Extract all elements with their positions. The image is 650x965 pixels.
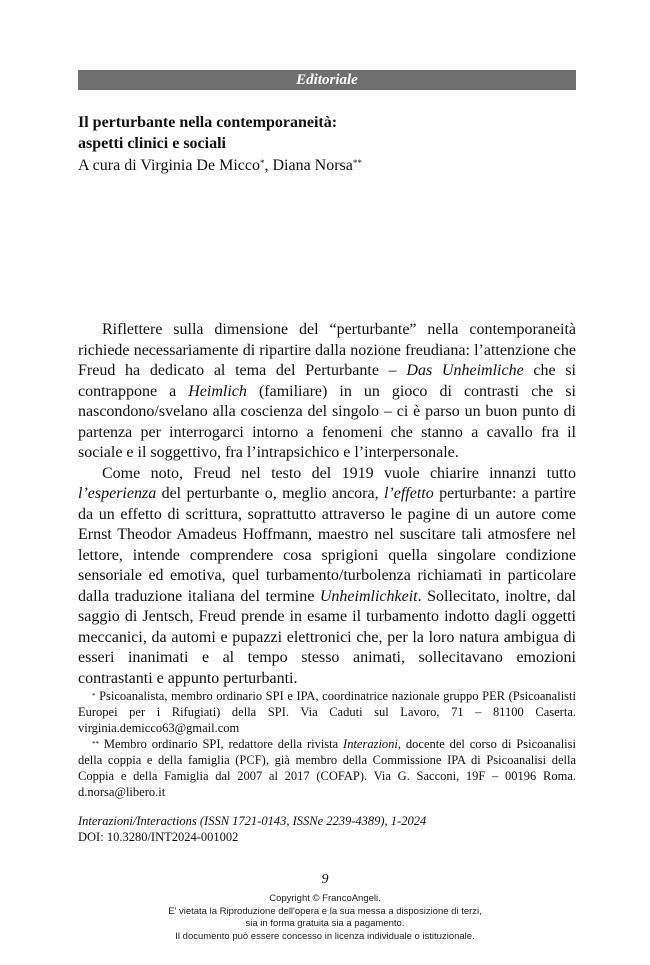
section-banner (78, 70, 576, 90)
footnote-marker: * (92, 692, 96, 700)
title-line-1: Il perturbante nella contemporaneità: (78, 114, 338, 131)
footnote-italic: Interazioni (343, 737, 398, 751)
copyright-line-1: Copyright © FrancoAngeli. (269, 893, 381, 904)
footnotes (78, 688, 576, 800)
page-number: 9 (321, 872, 329, 887)
doi: DOI: 10.3280/INT2024-001002 (78, 830, 239, 844)
text-run: (familiare) in un gioco di contrasti che si nascondono/svelano alla coscienza del singolo – ci è parso un buon punto di partenza per interrogarci intorno a fenomeni che stanno a cavallo fra il sociale e il soggettivo, fra l’intrapsichico e l’interpersonale. (78, 382, 576, 461)
title-line-2: aspetti clinici e sociali (78, 135, 226, 152)
italic-run: Unheimlichkeit (319, 587, 418, 605)
section-label: Editoriale (296, 72, 358, 88)
text-run: . Sollecitato, inoltre, dal saggio di Jentsch, Freud prende in esame il turbamento indotto dagli oggetti meccanici, da automi e pupazzi elettronici che, per la loro natura ambigua di esseri inanimati e al tempo stesso animati, sollecitavano emozioni contrastanti e appunto perturbanti. (78, 587, 576, 687)
journal-info (78, 813, 576, 845)
footnote-2 (78, 736, 576, 800)
copyright-notice (0, 893, 650, 943)
italic-run: Das Unheimliche (406, 362, 524, 379)
footnote-text: Psicoanalista, membro ordinario SPI e IPA, coordinatrice nazionale gruppo PER (Psicoanalisti Europei per i Rifugiati) della SPI. Via Caduti sul Lavoro, 71 – 81100 Caserta. virginia.demicco63@gmail.com (78, 689, 576, 735)
footnote-text: , docente del corso di Psicoanalisi della coppia e della famiglia (PCF), già membro della Commissione IPA di Psicoanalisi della Coppia e della Famiglia dal 2007 al 2017 (COFAP). Via G. Sacconi, 19F – 00196 Roma. d.norsa@libero.it (78, 737, 576, 799)
text-run: Riflettere sulla dimensione del “perturbante” nella contemporaneità richiede necessariamente di ripartire dalla nozione freudiana: l’attenzione che Freud ha dedicato al tema del Perturbante – (78, 321, 576, 379)
body-paragraph-2 (78, 464, 576, 690)
copyright-line-3: sia in forma gratuita sia a pagamento. (245, 918, 405, 929)
text-run: Come noto, Freud nel testo del 1919 vuole chiarire innanzi tutto (102, 464, 576, 482)
footnote-mark-2: ** (352, 158, 362, 168)
authors-prefix: A cura di Virginia De Micco (78, 157, 260, 174)
text-run: del perturbante o, meglio ancora, (156, 485, 384, 502)
italic-run: l’effetto (383, 485, 434, 502)
copyright-line-2: E' vietata la Riproduzione dell'opera e la sua messa a disposizione di terzi, (168, 905, 482, 917)
text-run: perturbante: a partire da un effetto di scrittura, soprattutto attraverso le pagine di un autore come Ernst Theodor Amadeus Hoffmann, maestro nel suscitare tali atmosfere nel lettore, intende comprendere cosa sprigioni quella singolare condizione sensoriale ed emotiva, quel turbamento/turbolenza richiamati in particolare dalla traduzione italiana del termine (78, 485, 577, 605)
authors-separator: , Diana Norsa (264, 157, 353, 174)
article-body (78, 320, 576, 689)
italic-run: Heimlich (188, 382, 247, 400)
text-run: che si contrappone a (78, 362, 577, 400)
footnote-marker: ** (92, 740, 99, 748)
footnote-mark-1: * (259, 158, 265, 168)
body-paragraph-1 (78, 320, 576, 464)
footnote-text: Membro ordinario SPI, redattore della rivista (99, 737, 344, 751)
article-title (78, 112, 576, 154)
italic-run: l’esperienza (78, 485, 157, 502)
author-line (78, 155, 576, 176)
copyright-line-4: Il documento può essere concesso in licenza individuale o istituzionale. (175, 930, 475, 942)
journal-citation: Interazioni/Interactions (ISSN 1721-0143, ISSNe 2239-4389), 1-2024 (78, 814, 427, 828)
footnote-1 (78, 688, 576, 736)
